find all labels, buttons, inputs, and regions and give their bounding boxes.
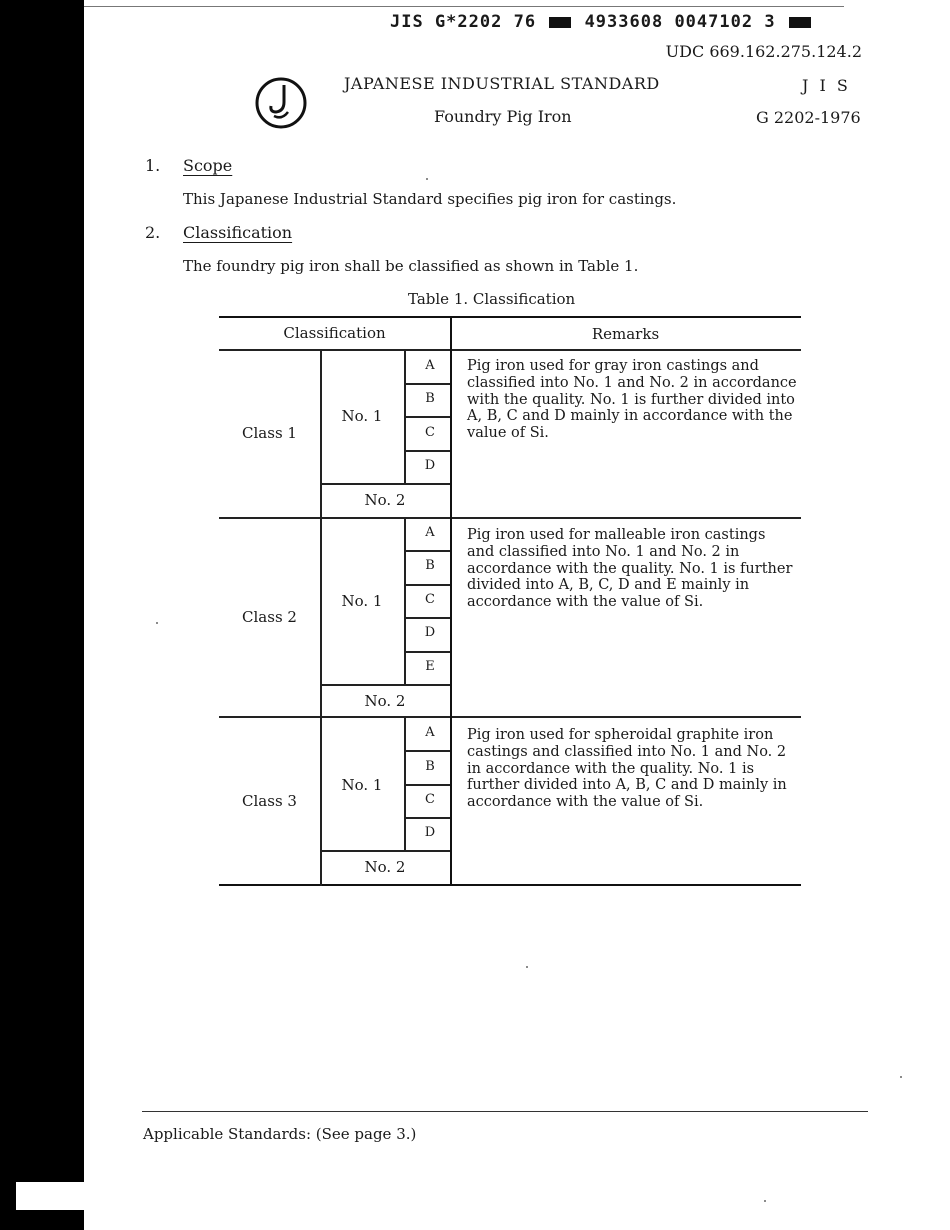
subgrade: B	[425, 759, 435, 774]
class-separator	[219, 716, 801, 718]
subgrade: B	[425, 391, 435, 406]
subgrade: C	[425, 792, 435, 807]
subgrade: C	[425, 425, 435, 440]
header-remarks: Remarks	[591, 325, 660, 343]
subgrade-rule	[404, 651, 450, 653]
scan-speck	[764, 1200, 766, 1202]
subgrade: A	[425, 525, 435, 540]
subgrade: D	[424, 458, 436, 473]
footer-rule	[142, 1111, 868, 1112]
udc-number: UDC 669.162.275.124.2	[665, 42, 862, 61]
subgrade-rule	[404, 416, 450, 418]
class-remarks: Pig iron used for gray iron castings and classified into No. 1 and No. 2 in accordance with the quality. No. 1 is further divided into A, B, C and D mainly in accordance with the value of Si.	[467, 358, 797, 442]
scan-speck	[526, 966, 528, 968]
jis-logo-icon	[254, 76, 308, 130]
subgrade-rule	[404, 383, 450, 385]
top-rule	[84, 6, 844, 7]
subgrade-rule	[404, 584, 450, 586]
subgrade: E	[425, 659, 435, 674]
subgrade: A	[425, 725, 435, 740]
subgrade: D	[424, 625, 436, 640]
standard-title: JAPANESE INDUSTRIAL STANDARD	[344, 74, 660, 93]
grade-no1: No. 1	[341, 592, 383, 610]
no2-rule	[320, 483, 450, 485]
table-bottom-rule	[219, 884, 801, 886]
column-divider	[404, 517, 406, 684]
subgrade: D	[424, 825, 436, 840]
class-name: Class 2	[242, 608, 297, 626]
jis-label: J I S	[802, 76, 851, 95]
subgrade-rule	[404, 450, 450, 452]
subgrade: A	[425, 358, 435, 373]
class-name: Class 3	[242, 792, 297, 810]
subgrade-rule	[404, 817, 450, 819]
header-classification: Classification	[283, 324, 386, 342]
grade-no1: No. 1	[341, 776, 383, 794]
table-caption: Table 1. Classification	[408, 290, 576, 308]
subgrade: B	[425, 558, 435, 573]
no2-rule	[320, 684, 450, 686]
document-code	[390, 12, 813, 32]
standard-subject: Foundry Pig Iron	[434, 107, 572, 126]
class-remarks: Pig iron used for spheroidal graphite iron castings and classified into No. 1 and No. 2 in accordance with the quality. No. 1 is further divided into A, B, C and D mainly in accordance with the value of Si.	[467, 727, 787, 811]
classification-text: The foundry pig iron shall be classified as shown in Table 1.	[183, 257, 639, 275]
scan-speck	[156, 622, 158, 624]
subgrade-rule	[404, 550, 450, 552]
doc-code-part-a: JIS G*2202 76	[390, 12, 537, 32]
section-title-classification: Classification	[183, 223, 293, 242]
section-title-scope: Scope	[183, 156, 233, 175]
applicable-standards: Applicable Standards: (See page 3.)	[143, 1125, 417, 1143]
grade-no2: No. 2	[364, 692, 406, 710]
classification-table	[219, 316, 801, 886]
column-divider	[320, 349, 322, 886]
subgrade-rule	[404, 784, 450, 786]
subgrade-rule	[404, 617, 450, 619]
standard-number: G 2202-1976	[756, 108, 861, 127]
section-number: 1.	[145, 156, 161, 175]
subgrade-rule	[404, 750, 450, 752]
header-rule	[219, 349, 801, 351]
grade-no1: No. 1	[341, 407, 383, 425]
scan-speck	[900, 1076, 902, 1078]
section-number: 2.	[145, 223, 161, 242]
scan-notch	[16, 1182, 84, 1210]
redaction-block	[549, 17, 571, 28]
no2-rule	[320, 850, 450, 852]
class-name: Class 1	[242, 424, 297, 442]
doc-code-part-b: 4933608 0047102 3	[584, 12, 776, 32]
scan-border	[0, 0, 84, 1230]
grade-no2: No. 2	[364, 858, 406, 876]
subgrade: C	[425, 592, 435, 607]
scope-text: This Japanese Industrial Standard specifies pig iron for castings.	[183, 190, 677, 208]
class-remarks: Pig iron used for malleable iron castings and classified into No. 1 and No. 2 in accordance with the quality. No. 1 is further divided into A, B, C, D and E mainly in accordance with the value of Si.	[467, 527, 793, 611]
scan-speck	[426, 178, 428, 180]
class-separator	[219, 517, 801, 519]
redaction-block	[789, 17, 811, 28]
grade-no2: No. 2	[364, 491, 406, 509]
column-divider	[404, 716, 406, 850]
table-top-rule	[219, 316, 801, 318]
column-divider	[450, 316, 452, 886]
